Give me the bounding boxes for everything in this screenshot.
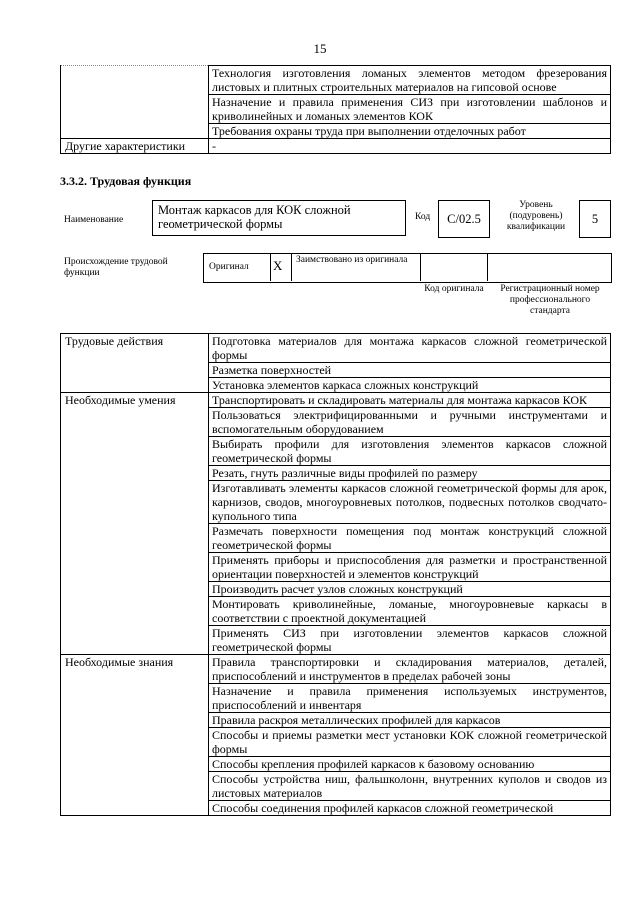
table-cell: Установка элементов каркаса сложных конструкций — [209, 378, 611, 393]
table-cell: Пользоваться электрифицированными и ручными инструментами и вспомогательным оборудованием — [209, 408, 611, 437]
name-label: Наименование — [64, 215, 124, 225]
table-cell: Назначение и правила применения используемых инструментов, приспособлений и инвентаря — [209, 684, 611, 713]
reg-number-caption: Регистрационный номер профессионального стандарта — [500, 284, 600, 316]
table-cell: Способы и приемы разметки мест установки КОК сложной геометрической формы — [209, 728, 611, 757]
page-number: 15 — [313, 41, 327, 56]
table-cell: Способы соединения профилей каркасов сложной геометрической — [209, 801, 611, 816]
origin-label: Происхождение трудовой функции — [64, 257, 168, 278]
table-cell: Подготовка материалов для монтажа каркасов сложной геометрической формы — [209, 334, 611, 363]
code-value: С/02.5 — [438, 200, 490, 238]
name-value: Монтаж каркасов для КОК сложной геометрической формы — [152, 200, 406, 236]
original-mark: X — [273, 258, 283, 273]
top-table-label-empty — [61, 66, 209, 139]
table-cell: Производить расчет узлов сложных конструкций — [209, 582, 611, 597]
table-cell: Правила раскроя металлических профилей для каркасов — [209, 713, 611, 728]
table-cell: Применять приборы и приспособления для разметки и пространственной ориентации поверхностей и элементов конструкций — [209, 553, 611, 582]
table-cell: Разметка поверхностей — [209, 363, 611, 378]
original-label: Оригинал — [209, 262, 249, 272]
table-cell: Способы крепления профилей каркасов к базовому основанию — [209, 757, 611, 772]
divider — [420, 253, 421, 281]
table-cell: Резать, гнуть различные виды профилей по размеру — [209, 466, 611, 481]
table-cell: Транспортировать и складировать материалы для монтажа каркасов КОК — [209, 393, 611, 408]
table-row-label: Трудовые действия — [61, 334, 209, 393]
table-cell: Требования охраны труда при выполнении отделочных работ — [209, 124, 611, 139]
table-cell: Назначение и правила применения СИЗ при изготовлении шаблонов и криволинейных и ломаных элементов КОК — [209, 95, 611, 124]
table-cell: Способы устройства ниш, фальшколонн, внутренних куполов и сводов из листовых материалов — [209, 772, 611, 801]
table-cell: Размечать поверхности помещения под монтаж конструкций сложной геометрической формы — [209, 524, 611, 553]
code-original-caption: Код оригинала — [424, 284, 484, 294]
table-cell: Технология изготовления ломаных элементов методом фрезерования листовых и плитных строительных материалов на гипсовой основе — [209, 66, 611, 95]
main-table — [60, 333, 611, 816]
level-value: 5 — [579, 200, 611, 238]
divider — [291, 253, 292, 281]
table-row-label: Необходимые умения — [61, 393, 209, 655]
section-title: 3.3.2. Трудовая функция — [60, 174, 192, 188]
table-cell: - — [209, 139, 611, 154]
code-label: Код — [415, 212, 431, 222]
table-cell: Монтировать криволинейные, ломаные, многоуровневые каркасы в соответствии с проектной документацией — [209, 597, 611, 626]
table-cell: Изготавливать элементы каркасов сложной геометрической формы для арок, карнизов, сводов, многоуровневых потолков, подвесных потолков сводчато-купольного типа — [209, 481, 611, 524]
borrowed-label: Заимствовано из оригинала — [296, 255, 408, 265]
table-row-label: Другие характеристики — [61, 139, 209, 154]
divider — [270, 253, 271, 281]
divider — [487, 253, 488, 281]
table-cell: Применять СИЗ при изготовлении элементов каркасов сложной геометрической формы — [209, 626, 611, 655]
level-label: Уровень (подуровень) квалификации — [506, 200, 566, 232]
top-table — [60, 65, 611, 154]
table-row-label: Необходимые знания — [61, 655, 209, 816]
table-cell: Правила транспортировки и складирования материалов, деталей, приспособлений и инструментов в пределах рабочей зоны — [209, 655, 611, 684]
table-cell: Выбирать профили для изготовления элементов каркасов сложной геометрической формы — [209, 437, 611, 466]
